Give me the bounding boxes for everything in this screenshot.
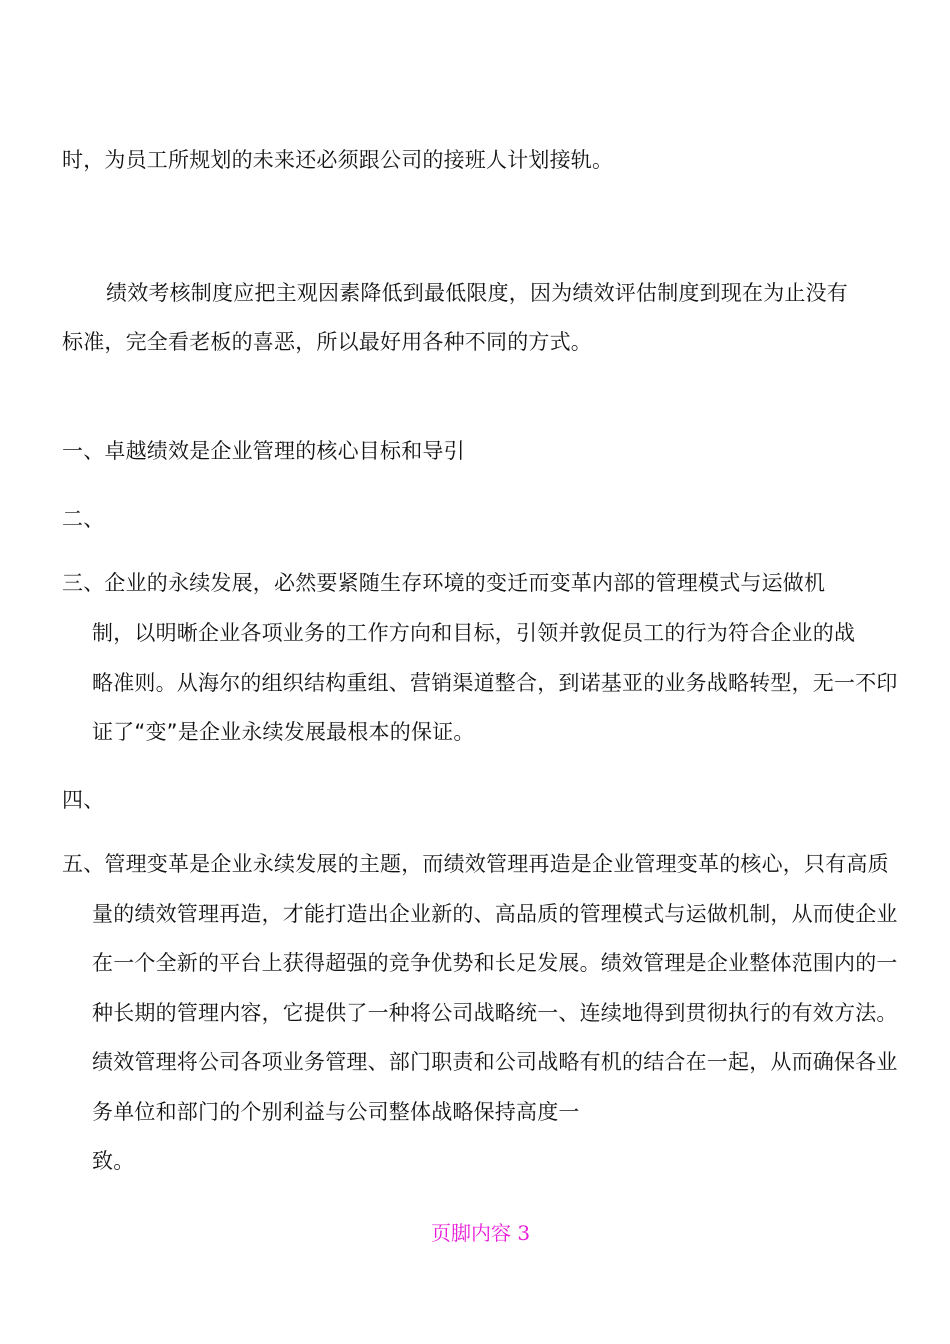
list-item-3-line-2: 制，以明晰企业各项业务的工作方向和目标，引领并敦促员工的行为符合企业的战	[92, 621, 856, 645]
list-item-5-line-4: 种长期的管理内容，它提供了一种将公司战略统一、连续地得到贯彻执行的有效方法。	[92, 1001, 898, 1025]
paragraph-line-2: 标准，完全看老板的喜恶，所以最好用各种不同的方式。	[62, 330, 592, 354]
list-item-5-line-6: 务单位和部门的个别利益与公司整体战略保持高度一	[92, 1100, 580, 1124]
list-item-4: 四、	[62, 788, 105, 812]
list-item-2: 二、	[62, 507, 105, 531]
list-item-5-line-2: 量的绩效管理再造，才能打造出企业新的、高品质的管理模式与运做机制，从而使企业	[92, 902, 898, 926]
list-item-3-line-3: 略准则。从海尔的组织结构重组、营销渠道整合，到诺基亚的业务战略转型，无一不印	[92, 671, 898, 695]
list-item-5-line-1: 五、管理变革是企业永续发展的主题，而绩效管理再造是企业管理变革的核心，只有高质	[62, 852, 889, 876]
list-item-5-line-3: 在一个全新的平台上获得超强的竞争优势和长足发展。绩效管理是企业整体范围内的一	[92, 951, 898, 975]
body-line-1: 时，为员工所规划的未来还必须跟公司的接班人计划接轨。	[62, 148, 614, 172]
list-item-5-line-5: 绩效管理将公司各项业务管理、部门职责和公司战略有机的结合在一起，从而确保各业	[92, 1050, 898, 1074]
paragraph-line-1: 绩效考核制度应把主观因素降低到最低限度，因为绩效评估制度到现在为止没有	[106, 281, 848, 305]
page-footer: 页脚内容 3	[431, 1221, 531, 1245]
list-item-3-line-1: 三、企业的永续发展，必然要紧随生存环境的变迁而变革内部的管理模式与运做机	[62, 571, 826, 595]
list-item-5-line-7: 致。	[92, 1149, 135, 1173]
list-item-1: 一、卓越绩效是企业管理的核心目标和导引	[62, 439, 465, 463]
list-item-3-line-4: 证了“变”是企业永续发展最根本的保证。	[92, 720, 475, 744]
